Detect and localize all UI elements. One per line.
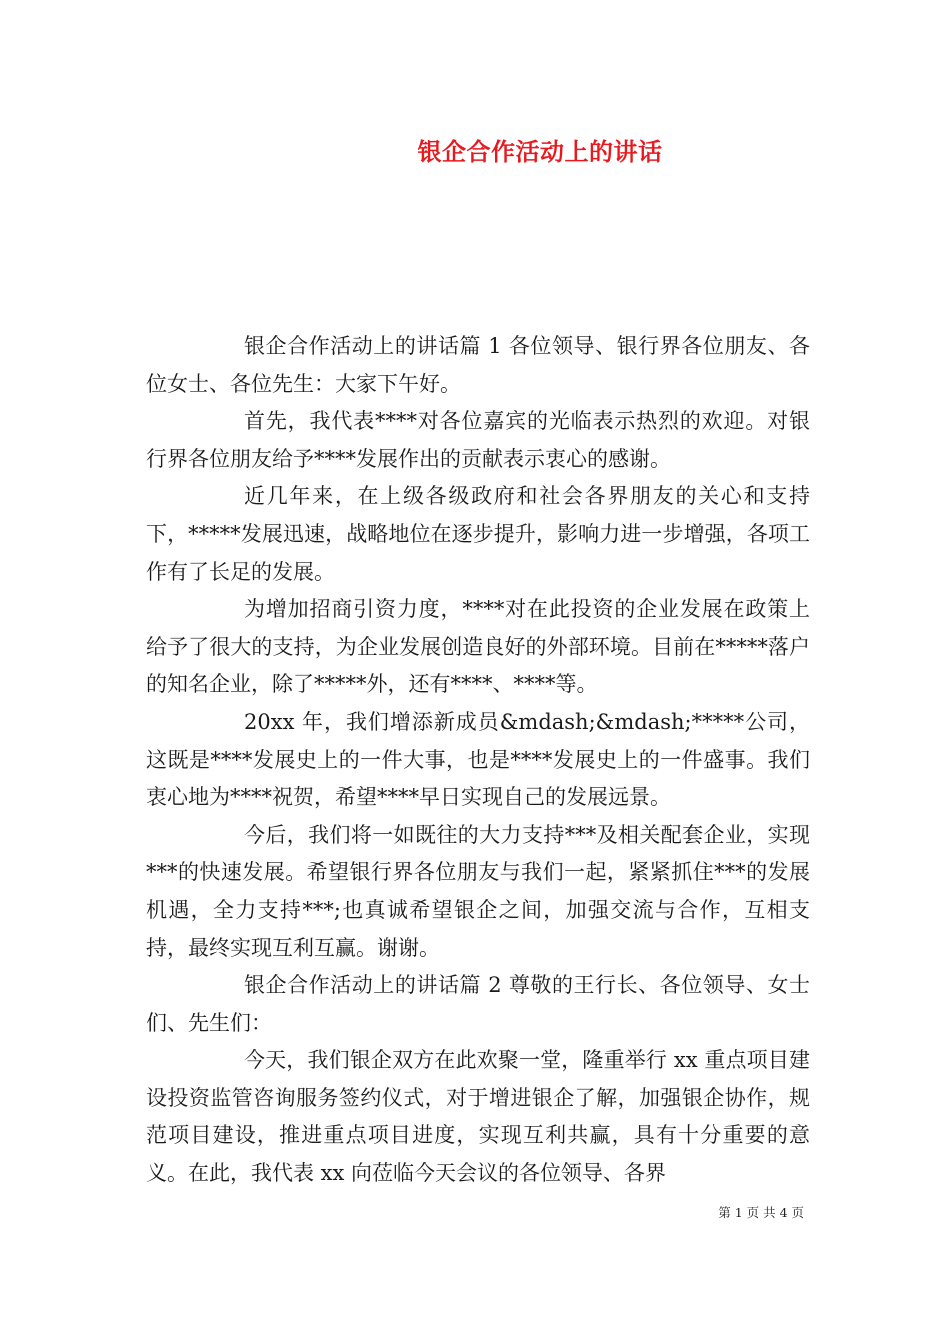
paragraph-7: 银企合作活动上的讲话篇 2 尊敬的王行长、各位领导、女士们、先生们：	[146, 973, 810, 1035]
paragraph-5: 20xx 年，我们增添新成员&mdash;&mdash;*****公司，这既是****发展史上的一件大事，也是****发展史上的一件盛事。我们衷心地为****祝贺，希望****早日实现自己的发展远景。	[146, 709, 810, 810]
paragraph-1: 银企合作活动上的讲话篇 1 各位领导、银行界各位朋友、各位女士、各位先生：大家下午好。	[146, 334, 810, 396]
paragraph-2: 首先，我代表****对各位嘉宾的光临表示热烈的欢迎。对银行界各位朋友给予****发展作出的贡献表示衷心的感谢。	[146, 409, 810, 471]
document-title: 银企合作活动上的讲话	[417, 138, 663, 166]
paragraph-4: 为增加招商引资力度，****对在此投资的企业发展在政策上给予了很大的支持，为企业发展创造良好的外部环境。目前在*****落户的知名企业，除了*****外，还有****、****等。	[146, 597, 810, 697]
paragraph-8: 今天，我们银企双方在此欢聚一堂，隆重举行 xx 重点项目建设投资监管咨询服务签约仪式，对于增进银企了解，加强银企协作，规范项目建设，推进重点项目进度，实现互利共赢，具有十分重要的意义。在此，我代表 xx 向莅临今天会议的各位领导、各界	[146, 1048, 810, 1186]
paragraph-3: 近几年来，在上级各级政府和社会各界朋友的关心和支持下，*****发展迅速，战略地位在逐步提升，影响力进一步增强，各项工作有了长足的发展。	[146, 484, 810, 584]
paragraph-6: 今后，我们将一如既往的大力支持***及相关配套企业，实现***的快速发展。希望银行界各位朋友与我们一起，紧紧抓住***的发展机遇，全力支持***;也真诚希望银企之间，加强交流与合作，互相支持，最终实现互利互赢。谢谢。	[146, 822, 810, 960]
document-body	[146, 328, 810, 1193]
page-footer: 第 1 页 共 4 页	[718, 1205, 804, 1220]
